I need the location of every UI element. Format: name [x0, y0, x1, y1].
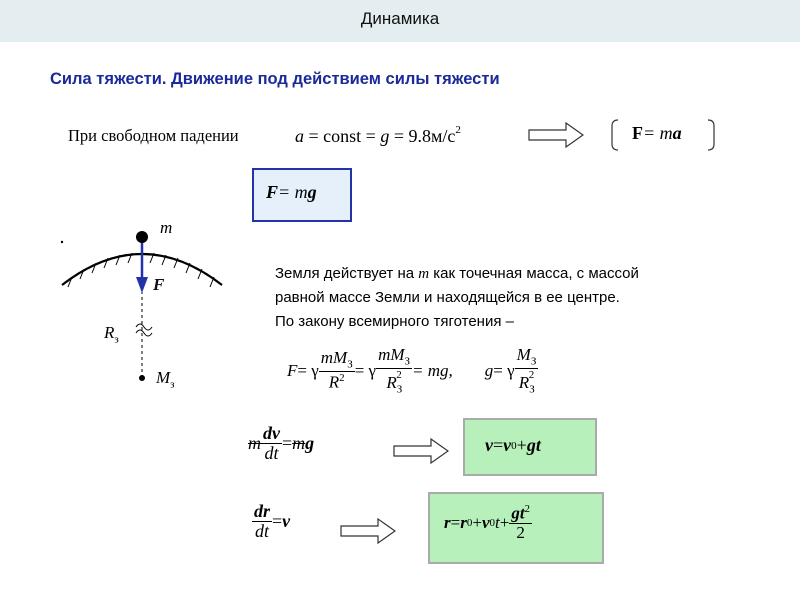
frac-sup: 2 — [528, 368, 535, 381]
frac-sup: 2 — [396, 368, 402, 381]
g-value: = 9.8м/с — [389, 126, 456, 146]
frac-num: mM — [320, 348, 348, 368]
eq-text: = — [282, 433, 293, 454]
gravity-force-formula — [266, 182, 350, 203]
frac-num: mM — [378, 345, 405, 364]
force-symbol: F — [287, 360, 298, 380]
free-fall-label: При свободном падении — [68, 126, 239, 145]
plus-text: + — [499, 513, 510, 533]
fraction-2 — [376, 346, 412, 395]
frac-num: dr — [254, 501, 271, 521]
tail-text: = mg, — [412, 360, 453, 380]
velocity-result-box — [463, 418, 597, 476]
arrow-right-icon — [528, 122, 584, 148]
frac-den: dt — [255, 520, 270, 541]
gt-term: gt — [526, 435, 541, 455]
gravitation-law-formula — [287, 346, 538, 395]
mass-label — [160, 218, 172, 238]
g-symbol: g — [380, 126, 390, 146]
position-result-box — [428, 492, 604, 564]
radius-sub: з — [114, 333, 119, 346]
force-symbol: F — [153, 275, 165, 294]
frac-den: R — [328, 372, 340, 392]
eq-text: = m — [643, 123, 673, 143]
desc-line-1 — [275, 262, 639, 286]
eq-text: = γ — [297, 360, 319, 380]
earth-description — [275, 262, 639, 334]
mass-symbol: m — [292, 433, 306, 454]
g-exponent: 2 — [455, 124, 461, 136]
dv-dt-fraction — [261, 424, 282, 464]
frac-den: 2 — [516, 522, 525, 542]
desc-line-2: равной массе Земли и находящейся в ее центре. — [275, 289, 620, 306]
frac-den: dt — [264, 442, 279, 463]
dr-dt-fraction — [252, 502, 272, 542]
frac-sub: З — [530, 355, 537, 368]
radius-label — [104, 323, 119, 345]
earth-diagram — [50, 215, 240, 395]
gt2-fraction — [509, 504, 532, 542]
g-vector: g — [305, 433, 315, 454]
earth-mass-label — [156, 368, 175, 390]
frac-sup: 2 — [524, 503, 531, 515]
fraction-1 — [319, 349, 355, 392]
force-symbol: F — [266, 182, 279, 202]
gravity-force-box — [252, 168, 352, 222]
eq-text: = m — [278, 182, 308, 202]
frac-num: gt — [511, 503, 525, 523]
free-fall-formula — [295, 124, 461, 147]
desc-text: как точечная масса, с массой — [429, 265, 639, 282]
force-symbol: F — [632, 123, 643, 143]
plus-text: + — [516, 435, 527, 455]
plus-text: + — [472, 513, 482, 533]
frac-sub: З — [529, 383, 535, 396]
position-vector: r — [444, 513, 451, 533]
newton-law-frame — [610, 118, 716, 152]
frac-den: R — [386, 372, 397, 392]
arrow-right-icon — [340, 518, 396, 544]
frac-den: R — [518, 372, 530, 392]
frac-num: dv — [263, 423, 280, 443]
eq-text: = γ — [493, 360, 515, 380]
frac-sub: З — [347, 358, 353, 371]
frac-sub: З — [396, 383, 403, 396]
position-vector: r — [460, 513, 467, 533]
force-label — [153, 275, 164, 295]
mass-symbol: m — [248, 433, 261, 454]
eq-text: = — [272, 511, 283, 532]
desc-line-3: По закону всемирного тяготения – — [275, 313, 514, 330]
arrow-right-icon — [393, 438, 449, 464]
desc-text: Земля действует на — [275, 265, 419, 282]
earth-mass-sub: з — [170, 378, 175, 391]
eq-text: = — [493, 435, 504, 455]
g-symbol: g — [484, 360, 494, 380]
fraction-3 — [515, 346, 539, 395]
frac-sup: 2 — [339, 372, 345, 384]
position-result-formula — [444, 504, 602, 542]
frac-num: M — [516, 345, 531, 364]
earth-mass-symbol: M — [156, 368, 171, 387]
sub-text: 0 — [489, 517, 495, 530]
velocity-vector: v — [282, 511, 291, 532]
eq-text: = — [450, 513, 461, 533]
accel-symbol: a — [295, 126, 304, 146]
velocity-result-formula — [485, 435, 595, 456]
newton-law-formula — [632, 123, 682, 144]
dr-dt-equation — [252, 502, 290, 542]
velocity-vector: v — [481, 513, 490, 533]
g-vector: g — [307, 182, 317, 202]
sub-text: 0 — [466, 517, 473, 530]
sub-text: 0 — [511, 439, 517, 452]
velocity-vector: v — [485, 435, 493, 455]
velocity-vector: v — [503, 435, 512, 455]
dv-dt-equation — [248, 424, 314, 464]
const-text: = const = — [304, 126, 381, 146]
accel-vector: a — [672, 123, 682, 143]
time-symbol: t — [494, 513, 500, 533]
page-title: Динамика — [360, 9, 440, 28]
section-subtitle: Сила тяжести. Движение под действием силы тяжести — [50, 70, 500, 88]
radius-symbol: R — [104, 323, 115, 342]
eq-text: = γ — [354, 360, 377, 380]
mass-symbol: m — [160, 218, 173, 237]
mass-symbol: m — [418, 266, 430, 282]
frac-sub: З — [404, 355, 411, 368]
